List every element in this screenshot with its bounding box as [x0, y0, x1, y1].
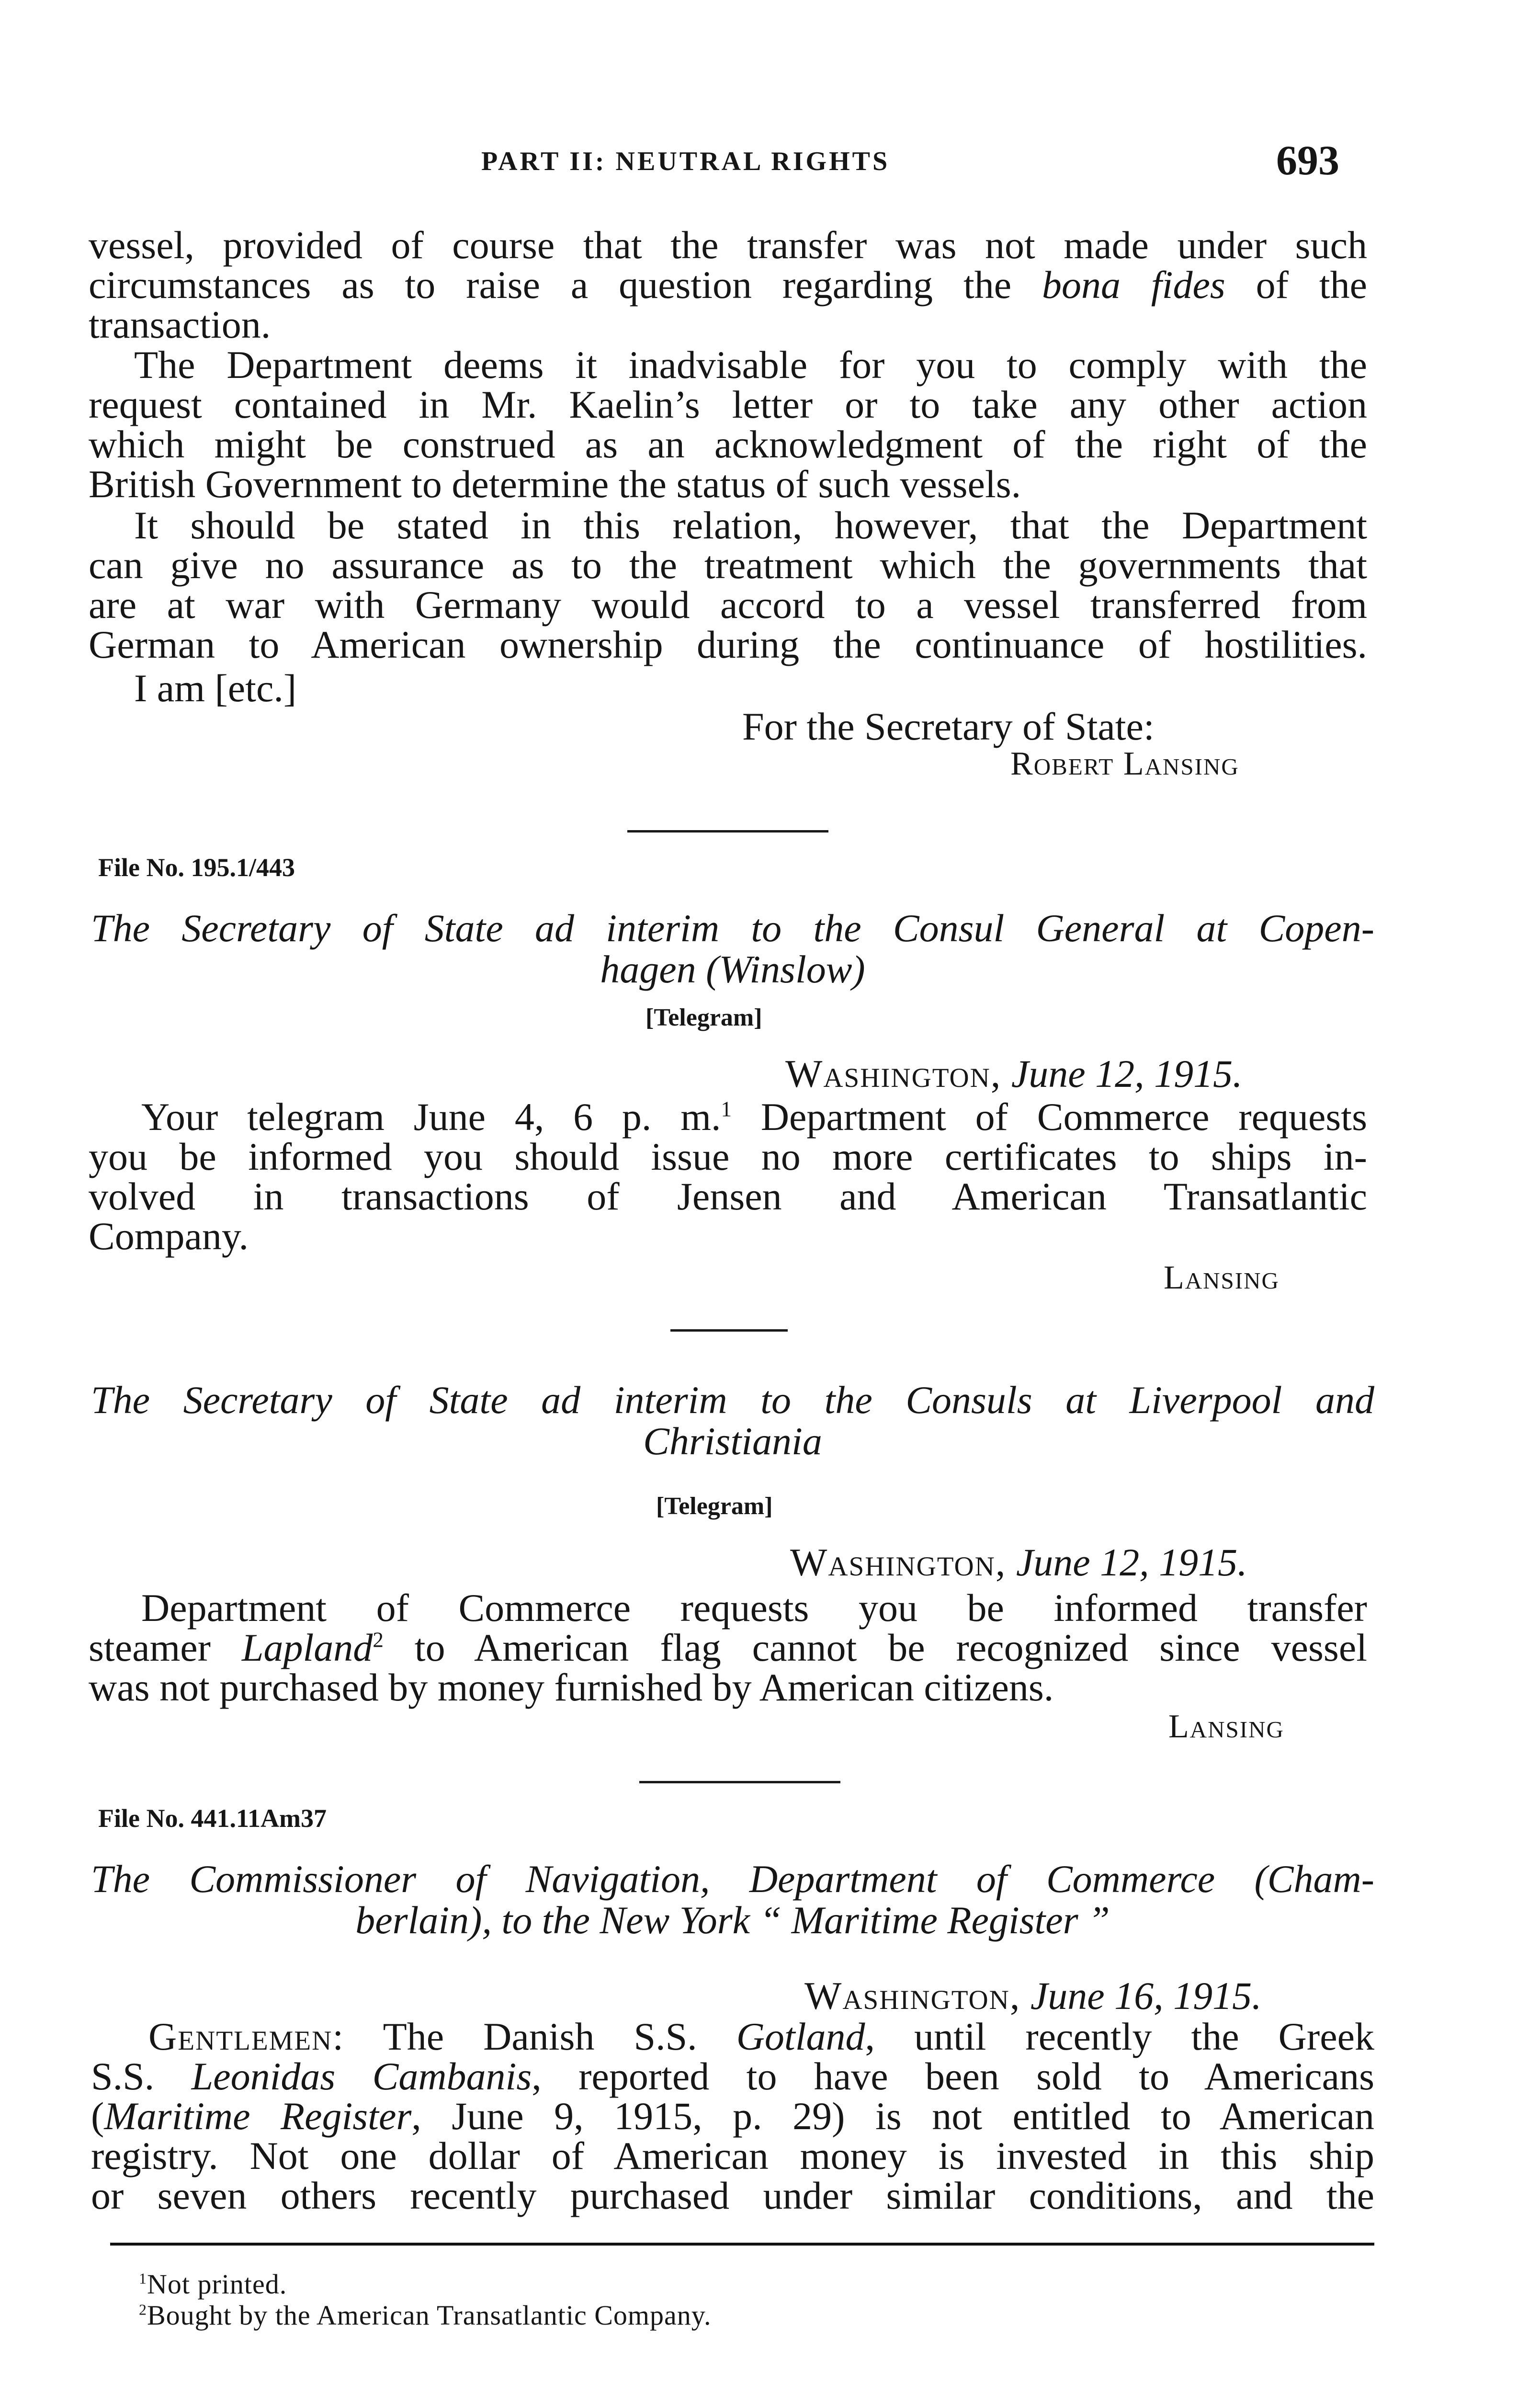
- text-line: which might be construed as an acknowledgment of the right of the: [89, 422, 1367, 466]
- text-line: steamer Lapland$^2$ to American flag cannot be recognized since vessel: [89, 1626, 1367, 1669]
- section-divider: [639, 1781, 840, 1783]
- letter1-paragraph-2: [89, 345, 1367, 504]
- heading-line: The Secretary of State ad interim to the Consul General at Copen-: [91, 906, 1374, 950]
- section-divider: [627, 830, 828, 833]
- text-line: German to American ownership during the continuance of hostilities.: [89, 623, 1367, 666]
- complimentary-close: I am [etc.]: [134, 666, 297, 710]
- text-line: transaction.: [89, 303, 271, 346]
- text-line: Company.: [89, 1214, 249, 1258]
- text-line: circumstances as to raise a question regarding the bona fides of the: [89, 263, 1368, 307]
- text-line: British Government to determine the status of such vessels.: [89, 462, 1021, 506]
- text-line: The Department deems it inadvisable for you to comply with the: [134, 343, 1367, 387]
- document-heading: [91, 908, 1374, 990]
- signature: Robert Lansing: [1010, 745, 1239, 782]
- letter-body: [91, 2017, 1374, 2215]
- document-heading: [91, 1859, 1374, 1941]
- text-line: request contained in Mr. Kaelin’s letter or to take any other action: [89, 383, 1367, 426]
- dateline: Washington, June 16, 1915.: [804, 1974, 1262, 2018]
- text-line: (Maritime Register, June 9, 1915, p. 29) is not entitled to American: [91, 2094, 1374, 2138]
- text-line: registry. Not one dollar of American money is invested in this ship: [91, 2134, 1374, 2178]
- italic-term: bona fides: [1042, 263, 1225, 307]
- text-line: volved in transactions of Jensen and American Transatlantic: [89, 1175, 1367, 1218]
- dateline: Washington, June 12, 1915.: [785, 1052, 1243, 1095]
- footnote: $^1$Not printed.: [139, 2269, 287, 2300]
- heading-line: The Secretary of State ad interim to the Consuls at Liverpool and: [91, 1378, 1374, 1422]
- file-number: File No. 441.11Am37: [98, 1804, 327, 1833]
- text-line: you be informed you should issue no more certificates to ships in-: [89, 1135, 1367, 1178]
- heading-line: Christiania: [643, 1419, 822, 1463]
- footnote: $^2$Bought by the American Transatlantic Company.: [139, 2300, 712, 2331]
- letter1-paragraph-3: [89, 505, 1367, 664]
- text-line: S.S. Leonidas Cambanis, reported to have been sold to Americans: [91, 2054, 1374, 2098]
- running-header: PART II: NEUTRAL RIGHTS: [481, 147, 890, 176]
- dateline: Washington, June 12, 1915.: [790, 1540, 1247, 1584]
- footnote-ref: 1: [721, 1097, 732, 1121]
- text-line: Department of Commerce requests you be informed transfer: [141, 1586, 1367, 1630]
- letter1-paragraph-1: [89, 225, 1367, 344]
- heading-line: hagen (Winslow): [600, 947, 865, 991]
- text-line: or seven others recently purchased under similar conditions, and the: [91, 2174, 1374, 2217]
- salutation: Gentlemen:: [148, 2015, 345, 2058]
- telegram-label: [Telegram]: [645, 1004, 762, 1031]
- telegram-body: [89, 1097, 1367, 1256]
- signature: Lansing: [1168, 1708, 1284, 1745]
- document-heading: [91, 1380, 1374, 1462]
- text-line: It should be stated in this relation, however, that the Department: [134, 503, 1367, 547]
- text-line: was not purchased by money furnished by American citizens.: [89, 1665, 1054, 1709]
- file-number: File No. 195.1/443: [98, 853, 295, 882]
- signature: Lansing: [1164, 1259, 1280, 1296]
- italic-term: Lapland: [241, 1626, 373, 1669]
- page-number: 693: [1276, 137, 1339, 184]
- section-divider: [670, 1329, 788, 1332]
- for-secretary-line: For the Secretary of State:: [742, 705, 1155, 748]
- text-line: are at war with Germany would accord to a vessel transferred from: [89, 583, 1367, 627]
- heading-line: berlain), to the New York “ Maritime Register ”: [355, 1898, 1110, 1942]
- telegram-body: [89, 1588, 1367, 1707]
- footnote-ref: 2: [373, 1628, 384, 1652]
- footnote-rule: [110, 2243, 1374, 2246]
- text-line: Gentlemen: The Danish S.S. Gotland, until recently the Greek: [148, 2015, 1374, 2058]
- heading-line: The Commissioner of Navigation, Department of Commerce (Cham-: [91, 1857, 1374, 1901]
- text-line: vessel, provided of course that the transfer was not made under such: [89, 223, 1367, 267]
- text-line: can give no assurance as to the treatment which the governments that: [89, 543, 1367, 587]
- text-line: Your telegram June 4, 6 p. m.$^1$ Department of Commerce requests: [141, 1095, 1367, 1139]
- telegram-label: [Telegram]: [656, 1493, 773, 1520]
